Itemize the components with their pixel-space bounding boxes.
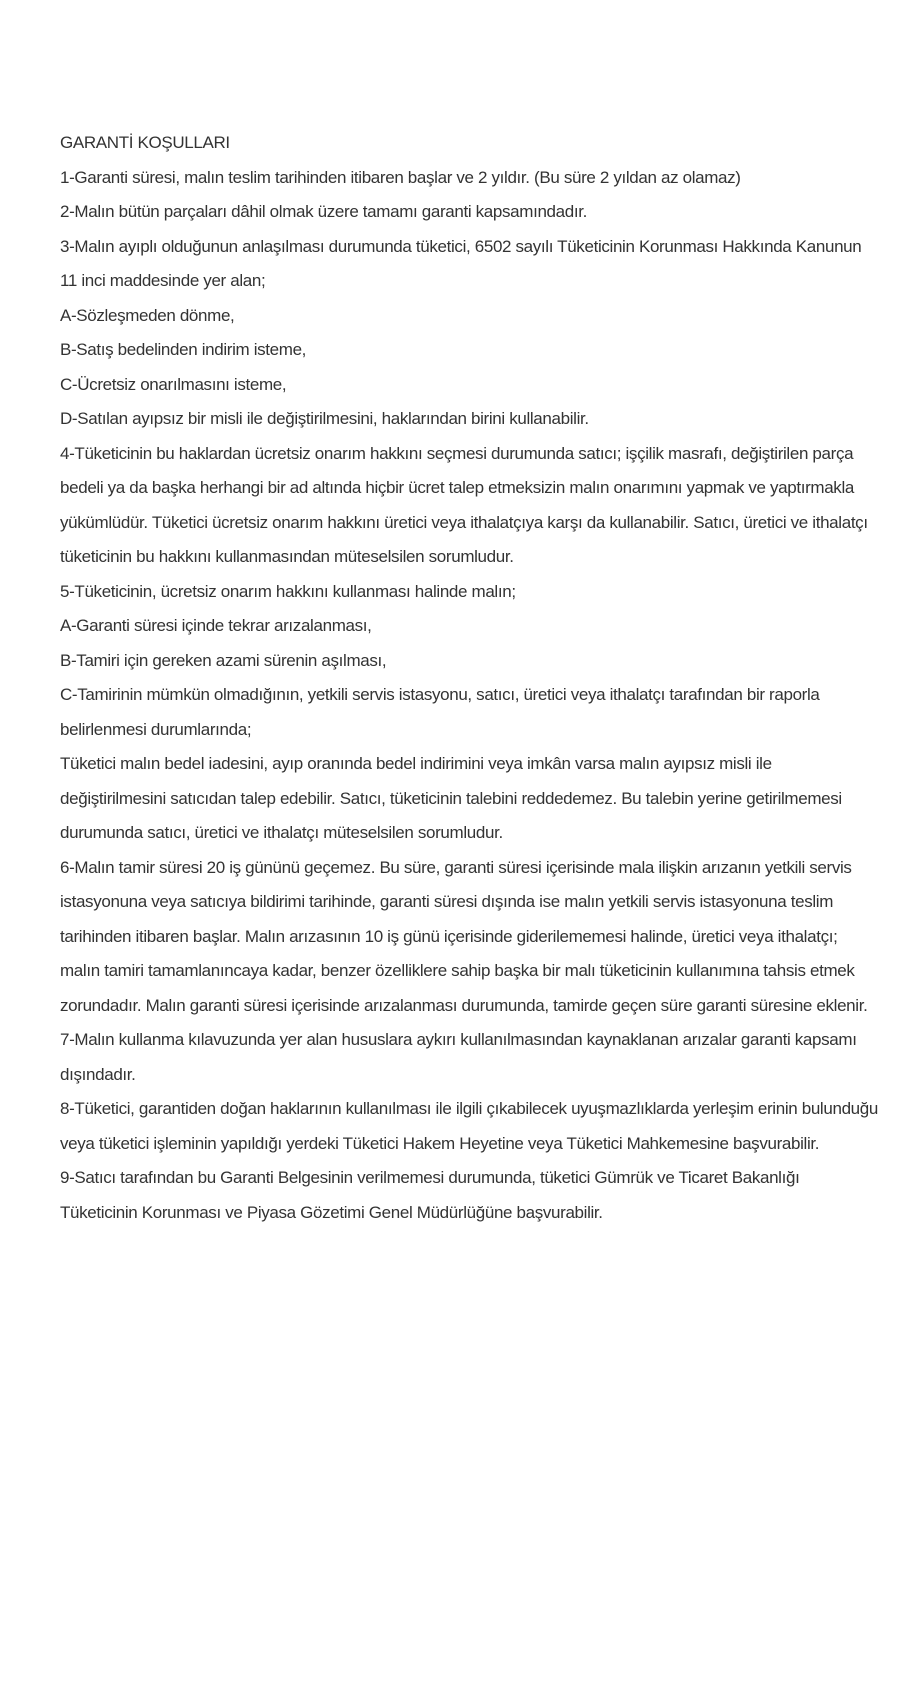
paragraph-3c: C-Ücretsiz onarılmasını isteme,: [60, 374, 287, 394]
paragraph-1: 1-Garanti süresi, malın teslim tarihinden itibaren başlar ve 2 yıldır. (Bu süre 2 yıldan az olamaz): [60, 167, 741, 187]
paragraph-5-result: Tüketici malın bedel iadesini, ayıp oranında bedel indirimini veya imkân varsa malın ayıpsız misli ile değiştirilmesini satıcıdan talep edebilir. Satıcı, tüketicinin talebini reddedemez. Bu talebin yerine getirilmemesi durumunda satıcı, üretici ve ithalatçı müteselsilen sorumludur.: [60, 754, 842, 842]
paragraph-3: 3-Malın ayıplı olduğunun anlaşılması durumunda tüketici, 6502 sayılı Tüketicinin Korunması Hakkında Kanunun 11 inci maddesinde yer alan;: [60, 236, 862, 290]
warranty-terms-document: [60, 126, 880, 1230]
paragraph-5: 5-Tüketicinin, ücretsiz onarım hakkını kullanması halinde malın;: [60, 581, 516, 601]
paragraph-3d: D-Satılan ayıpsız bir misli ile değiştirilmesini, haklarından birini kullanabilir.: [60, 409, 589, 428]
paragraph-5b: B-Tamiri için gereken azami sürenin aşılması,: [60, 650, 387, 670]
paragraph-4: 4-Tüketicinin bu haklardan ücretsiz onarım hakkını seçmesi durumunda satıcı; işçilik masrafı, değiştirilen parça bedeli ya da başka herhangi bir ad altında hiçbir ücret talep etmeksizin malın onarımını yapmak ve yaptırmakla yükümlüdür. Tüketici ücretsiz onarım hakkını üretici veya ithalatçıya karşı da kullanabilir. Satıcı, üretici ve ithalatçı tüketicinin bu hakkını kullanmasından müteselsilen sorumludur.: [60, 443, 868, 566]
paragraph-2: 2-Malın bütün parçaları dâhil olmak üzere tamamı garanti kapsamındadır.: [60, 202, 587, 221]
paragraph-6: 6-Malın tamir süresi 20 iş gününü geçemez. Bu süre, garanti süresi içerisinde mala ilişkin arızanın yetkili servis istasyonuna veya satıcıya bildirimi tarihinde, garanti süresi dışında ise malın yetkili servis istasyonuna teslim tarihinden itibaren başlar. Malın arızasının 10 iş günü içerisinde giderilememesi halinde, üretici veya ithalatçı; malın tamiri tamamlanıncaya kadar, benzer özelliklere sahip başka bir malı tüketicinin kullanımına tahsis etmek zorundadır. Malın garanti süresi içerisinde arızalanması durumunda, tamirde geçen süre garanti süresine eklenir.: [60, 857, 868, 1015]
paragraph-5a: A-Garanti süresi içinde tekrar arızalanması,: [60, 616, 372, 635]
paragraph-7: 7-Malın kullanma kılavuzunda yer alan hususlara aykırı kullanılmasından kaynaklanan arızalar garanti kapsamı dışındadır.: [60, 1030, 857, 1084]
paragraph-5c: C-Tamirinin mümkün olmadığının, yetkili servis istasyonu, satıcı, üretici veya ithalatçı tarafından bir raporla belirlenmesi durumlarında;: [60, 685, 820, 739]
document-title: GARANTİ KOŞULLARI: [60, 133, 230, 152]
paragraph-3b: B-Satış bedelinden indirim isteme,: [60, 340, 307, 359]
paragraph-8: 8-Tüketici, garantiden doğan haklarının kullanılması ile ilgili çıkabilecek uyuşmazlıklarda yerleşim erinin bulunduğu veya tüketici işleminin yapıldığı yerdeki Tüketici Hakem Heyetine veya Tüketici Mahkemesine başvurabilir.: [60, 1099, 878, 1153]
paragraph-9: 9-Satıcı tarafından bu Garanti Belgesinin verilmemesi durumunda, tüketici Gümrük ve Ticaret Bakanlığı Tüketicinin Korunması ve Piyasa Gözetimi Genel Müdürlüğüne başvurabilir.: [60, 1168, 800, 1222]
paragraph-3a: A-Sözleşmeden dönme,: [60, 305, 235, 325]
